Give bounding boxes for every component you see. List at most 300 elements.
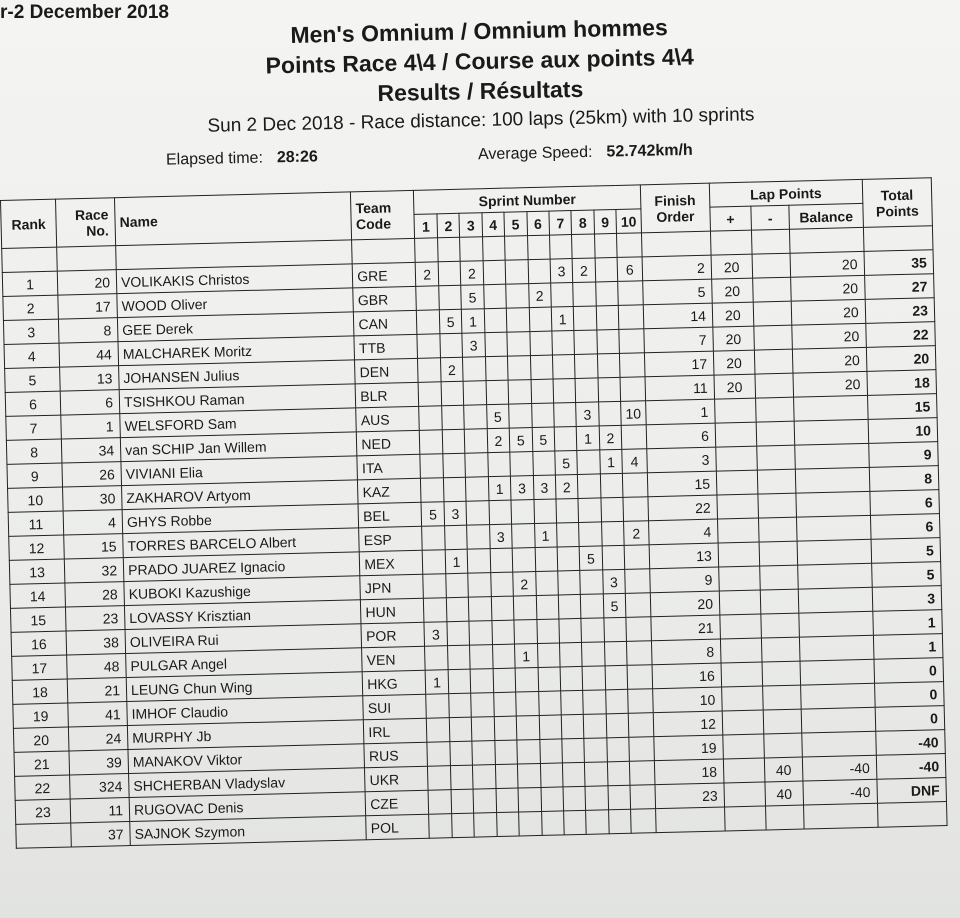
cell-sprint-6 bbox=[541, 787, 564, 812]
cell-finish-order: 3 bbox=[646, 447, 716, 473]
cell-lap-plus bbox=[723, 758, 764, 783]
cell-sprint-5 bbox=[518, 787, 541, 812]
cell-race-no: 1 bbox=[61, 414, 121, 439]
cell-lap-balance bbox=[797, 515, 871, 541]
cell-sprint-4 bbox=[492, 644, 515, 669]
cell-sprint-5 bbox=[512, 524, 535, 549]
cell-name: VIVIANI Elia bbox=[121, 456, 358, 486]
cell-total-points: 5 bbox=[871, 562, 941, 588]
cell-sprint-7 bbox=[558, 570, 581, 595]
cell-sprint-10 bbox=[630, 785, 655, 810]
cell-sprint-7 bbox=[552, 355, 575, 380]
cell-sprint-8 bbox=[574, 330, 597, 355]
cell-sprint-1 bbox=[429, 814, 452, 839]
cell-name: van SCHIP Jan Willem bbox=[120, 432, 357, 462]
cell-race-no: 28 bbox=[65, 582, 125, 607]
cell-sprint-2 bbox=[450, 765, 473, 790]
cell-lap-minus bbox=[758, 493, 797, 518]
cell-rank: 8 bbox=[6, 439, 62, 464]
col-sprint-number: Sprint Number bbox=[414, 185, 641, 215]
cell-race-no: 21 bbox=[67, 678, 127, 703]
title-results: Results / Résultats bbox=[377, 75, 584, 107]
cell-name: PRADO JUAREZ Ignacio bbox=[123, 552, 360, 582]
cell-lap-minus bbox=[760, 613, 799, 638]
cell-lap-minus bbox=[752, 277, 791, 302]
cell-sprint-4 bbox=[485, 332, 508, 357]
cell-rank: 19 bbox=[13, 703, 69, 728]
cell-team: JPN bbox=[360, 574, 424, 600]
cell-sprint-1 bbox=[425, 646, 448, 671]
cell-finish-order: 10 bbox=[652, 687, 722, 713]
cell-sprint-5 bbox=[508, 380, 531, 405]
cell-race-no: 324 bbox=[70, 774, 130, 799]
cell-race-no: 8 bbox=[58, 318, 118, 343]
cell-sprint-1: 1 bbox=[426, 670, 449, 695]
cell-sprint-2: 3 bbox=[444, 501, 467, 526]
cell-sprint-10 bbox=[631, 809, 656, 834]
cell-race-no: 37 bbox=[71, 822, 131, 847]
cell-lap-balance bbox=[799, 587, 873, 613]
cell-total-points: 3 bbox=[872, 586, 942, 612]
cell-lap-minus bbox=[752, 253, 791, 278]
cell-race-no: 23 bbox=[65, 606, 125, 631]
cell-sprint-2 bbox=[451, 789, 474, 814]
elapsed-label: Elapsed time: bbox=[165, 149, 264, 169]
cell-sprint-7 bbox=[559, 618, 582, 643]
cell-sprint-4 bbox=[493, 668, 516, 693]
cell-sprint-8 bbox=[579, 522, 602, 547]
cell-sprint-7 bbox=[562, 762, 585, 787]
cell-sprint-6: 3 bbox=[533, 475, 556, 500]
cell-name: SAJNOK Szymon bbox=[130, 816, 367, 846]
cell-lap-minus bbox=[758, 517, 797, 542]
cell-rank: 16 bbox=[11, 631, 67, 656]
cell-lap-balance: -40 bbox=[803, 779, 877, 805]
cell-sprint-4 bbox=[490, 572, 513, 597]
cell-sprint-3: 2 bbox=[460, 261, 483, 286]
cell-sprint-6 bbox=[531, 403, 554, 428]
cell-rank: 11 bbox=[8, 511, 64, 536]
cell-sprint-9 bbox=[608, 809, 631, 834]
cell-sprint-1 bbox=[427, 718, 450, 743]
cell-sprint-2 bbox=[442, 405, 465, 430]
cell-lap-plus bbox=[714, 398, 755, 423]
cell-team: NED bbox=[357, 430, 421, 456]
cell-sprint-6 bbox=[533, 499, 556, 524]
cell-total-points: 5 bbox=[871, 538, 941, 564]
col-sprint-1: 1 bbox=[414, 214, 437, 239]
cell-sprint-3 bbox=[465, 453, 488, 478]
cell-sprint-4 bbox=[488, 452, 511, 477]
cell-sprint-10 bbox=[627, 665, 652, 690]
cell-lap-plus bbox=[724, 782, 765, 807]
cell-finish-order: 21 bbox=[651, 615, 721, 641]
cell-sprint-4 bbox=[489, 500, 512, 525]
cell-sprint-2: 5 bbox=[439, 309, 462, 334]
results-table-wrap bbox=[0, 177, 960, 849]
cell-sprint-8 bbox=[580, 570, 603, 595]
cell-name: LEUNG Chun Wing bbox=[126, 672, 363, 702]
cell-team: VEN bbox=[362, 646, 426, 672]
cell-sprint-6 bbox=[536, 619, 559, 644]
cell-sprint-1 bbox=[424, 598, 447, 623]
cell-lap-plus bbox=[723, 734, 764, 759]
cell-sprint-3 bbox=[463, 381, 486, 406]
cell-sprint-7: 3 bbox=[550, 259, 573, 284]
cell-finish-order: 23 bbox=[655, 783, 725, 809]
cell-sprint-9 bbox=[604, 617, 627, 642]
cell-lap-balance: 20 bbox=[793, 371, 867, 397]
cell-rank: 3 bbox=[3, 319, 59, 344]
cell-total-points: 0 bbox=[874, 658, 944, 684]
cell-sprint-6 bbox=[531, 379, 554, 404]
col-sprint-9: 9 bbox=[594, 209, 617, 234]
cell-sprint-7 bbox=[556, 522, 579, 547]
cell-sprint-6 bbox=[540, 763, 563, 788]
cell-sprint-5 bbox=[509, 404, 532, 429]
cell-total-points: 35 bbox=[864, 250, 934, 276]
cell-lap-balance: 20 bbox=[791, 275, 865, 301]
cell-sprint-10 bbox=[630, 761, 655, 786]
cell-sprint-8 bbox=[584, 714, 607, 739]
cell-lap-plus bbox=[722, 686, 763, 711]
cell-sprint-9 bbox=[605, 689, 628, 714]
cell-total-points: 0 bbox=[874, 682, 944, 708]
cell-sprint-4: 1 bbox=[488, 476, 511, 501]
cell-lap-minus bbox=[756, 445, 795, 470]
cell-sprint-5 bbox=[505, 260, 528, 285]
cell-race-no: 41 bbox=[68, 702, 128, 727]
cell-lap-plus bbox=[715, 422, 756, 447]
cell-sprint-4 bbox=[491, 596, 514, 621]
cell-team: HKG bbox=[362, 670, 426, 696]
cell-finish-order: 14 bbox=[643, 303, 713, 329]
cell-sprint-5: 1 bbox=[515, 644, 538, 669]
title-event: Men's Omnium / Omnium hommes bbox=[290, 14, 668, 48]
cell-sprint-10 bbox=[620, 353, 645, 378]
cell-sprint-7 bbox=[554, 402, 577, 427]
cell-sprint-4 bbox=[485, 356, 508, 381]
cell-sprint-7 bbox=[554, 426, 577, 451]
cell-team: ITA bbox=[357, 454, 421, 480]
cell-team: POR bbox=[361, 622, 425, 648]
cell-sprint-1 bbox=[428, 766, 451, 791]
cell-finish-order: 6 bbox=[646, 423, 716, 449]
cell-sprint-8 bbox=[577, 450, 600, 475]
cell-sprint-4 bbox=[494, 716, 517, 741]
col-sprint-10: 10 bbox=[616, 209, 641, 234]
cell-finish-order: 13 bbox=[649, 543, 719, 569]
cell-sprint-1 bbox=[419, 406, 442, 431]
cell-sprint-2 bbox=[440, 333, 463, 358]
cell-name: GEE Derek bbox=[117, 312, 354, 342]
cell-sprint-4 bbox=[495, 764, 518, 789]
cell-rank: 2 bbox=[3, 295, 59, 320]
col-total-points: Total Points bbox=[862, 178, 932, 228]
cell-finish-order: 5 bbox=[642, 279, 712, 305]
cell-sprint-6 bbox=[535, 547, 558, 572]
cell-sprint-6 bbox=[539, 739, 562, 764]
cell-total-points: 1 bbox=[872, 610, 942, 636]
cell-sprint-3 bbox=[463, 357, 486, 382]
cell-sprint-7 bbox=[561, 690, 584, 715]
cell-sprint-1 bbox=[420, 454, 443, 479]
cell-sprint-5 bbox=[518, 763, 541, 788]
cell-sprint-5 bbox=[516, 691, 539, 716]
cell-lap-minus bbox=[763, 709, 802, 734]
cell-sprint-2 bbox=[441, 381, 464, 406]
cell-lap-balance bbox=[796, 491, 870, 517]
cell-sprint-5 bbox=[517, 739, 540, 764]
cell-lap-minus bbox=[755, 397, 794, 422]
cell-sprint-7: 1 bbox=[551, 307, 574, 332]
cell-sprint-7 bbox=[559, 642, 582, 667]
cell-sprint-1: 2 bbox=[416, 262, 439, 287]
cell-sprint-4: 5 bbox=[486, 404, 509, 429]
cell-sprint-9 bbox=[595, 281, 618, 306]
cell-sprint-4 bbox=[495, 740, 518, 765]
cell-sprint-7 bbox=[564, 810, 587, 835]
cell-sprint-9 bbox=[597, 329, 620, 354]
cell-finish-order: 8 bbox=[651, 639, 721, 665]
cell-sprint-2 bbox=[444, 525, 467, 550]
cell-sprint-7: 5 bbox=[555, 450, 578, 475]
col-name: Name bbox=[115, 192, 352, 246]
cell-race-no: 20 bbox=[57, 270, 117, 295]
cell-race-no: 11 bbox=[70, 798, 130, 823]
cell-finish-order: 9 bbox=[649, 567, 719, 593]
cell-name: GHYS Robbe bbox=[122, 504, 359, 534]
cell-sprint-7 bbox=[558, 594, 581, 619]
cell-sprint-7 bbox=[561, 714, 584, 739]
cell-lap-plus bbox=[722, 710, 763, 735]
cell-sprint-10 bbox=[625, 569, 650, 594]
cell-sprint-7 bbox=[556, 498, 579, 523]
cell-sprint-5 bbox=[515, 668, 538, 693]
cell-finish-order: 1 bbox=[645, 399, 715, 425]
cell-sprint-2 bbox=[442, 429, 465, 454]
cell-total-points: 0 bbox=[875, 706, 945, 732]
cell-total-points: 6 bbox=[870, 514, 940, 540]
cell-sprint-9 bbox=[605, 665, 628, 690]
cell-lap-balance bbox=[799, 611, 873, 637]
elapsed-value: 28:26 bbox=[276, 148, 319, 167]
cell-lap-plus bbox=[724, 806, 765, 831]
cell-race-no: 24 bbox=[68, 726, 128, 751]
cell-sprint-10: 4 bbox=[622, 449, 647, 474]
cell-sprint-5 bbox=[511, 500, 534, 525]
cell-rank: 23 bbox=[15, 799, 71, 824]
cell-team: AUS bbox=[356, 406, 420, 432]
cell-finish-order: 16 bbox=[652, 663, 722, 689]
col-sprint-4: 4 bbox=[482, 212, 505, 237]
cell-race-no: 38 bbox=[66, 630, 126, 655]
cell-sprint-8 bbox=[581, 618, 604, 643]
cell-sprint-8 bbox=[574, 306, 597, 331]
col-lap-plus: + bbox=[710, 206, 751, 231]
cell-sprint-10: 2 bbox=[624, 521, 649, 546]
cell-finish-order: 2 bbox=[642, 255, 712, 281]
results-table bbox=[0, 177, 948, 849]
cell-sprint-3 bbox=[467, 525, 490, 550]
cell-sprint-8: 5 bbox=[579, 546, 602, 571]
cell-total-points: 6 bbox=[870, 490, 940, 516]
cell-lap-minus bbox=[755, 373, 794, 398]
cell-race-no: 13 bbox=[60, 366, 120, 391]
cell-sprint-8 bbox=[586, 810, 609, 835]
cell-race-no: 39 bbox=[69, 750, 129, 775]
cell-sprint-5 bbox=[514, 620, 537, 645]
cell-name: TORRES BARCELO Albert bbox=[123, 528, 360, 558]
cell-total-points bbox=[877, 802, 947, 828]
cell-sprint-3 bbox=[472, 717, 495, 742]
cell-sprint-9 bbox=[607, 761, 630, 786]
cell-sprint-9 bbox=[597, 353, 620, 378]
cell-sprint-8 bbox=[575, 354, 598, 379]
cell-team: UKR bbox=[365, 766, 429, 792]
title-race: Points Race 4\4 / Course aux points 4\4 bbox=[265, 43, 695, 79]
title-block bbox=[129, 9, 831, 142]
cell-sprint-9: 5 bbox=[603, 593, 626, 618]
cell-sprint-2 bbox=[450, 741, 473, 766]
cell-sprint-8 bbox=[578, 474, 601, 499]
cell-sprint-9 bbox=[596, 305, 619, 330]
cell-team: RUS bbox=[364, 742, 428, 768]
cell-rank: 5 bbox=[5, 367, 61, 392]
cell-lap-plus bbox=[718, 542, 759, 567]
cell-sprint-5 bbox=[510, 452, 533, 477]
cell-finish-order: 18 bbox=[654, 759, 724, 785]
cell-sprint-1 bbox=[420, 430, 443, 455]
cell-sprint-2 bbox=[452, 813, 475, 838]
cell-name: RUGOVAC Denis bbox=[129, 792, 366, 822]
cell-finish-order: 7 bbox=[644, 327, 714, 353]
cell-sprint-4 bbox=[493, 692, 516, 717]
cell-sprint-1 bbox=[418, 358, 441, 383]
cell-sprint-1 bbox=[419, 382, 442, 407]
cell-lap-plus: 20 bbox=[712, 302, 753, 327]
cell-race-no: 48 bbox=[67, 654, 127, 679]
cell-lap-balance bbox=[802, 707, 876, 733]
cell-sprint-8: 3 bbox=[576, 402, 599, 427]
cell-sprint-3 bbox=[473, 765, 496, 790]
cell-finish-order: 12 bbox=[653, 711, 723, 737]
cell-name: IMHOF Claudio bbox=[127, 696, 364, 726]
header-date: r-2 December 2018 bbox=[0, 2, 169, 23]
cell-rank: 10 bbox=[8, 487, 64, 512]
cell-lap-balance: 20 bbox=[793, 347, 867, 373]
cell-sprint-2 bbox=[439, 285, 462, 310]
cell-team: HUN bbox=[361, 598, 425, 624]
cell-rank: 15 bbox=[10, 607, 66, 632]
cell-sprint-7 bbox=[560, 666, 583, 691]
cell-sprint-2 bbox=[449, 717, 472, 742]
cell-sprint-10 bbox=[621, 425, 646, 450]
cell-sprint-6 bbox=[535, 571, 558, 596]
cell-lap-balance bbox=[794, 395, 868, 421]
cell-sprint-1 bbox=[421, 478, 444, 503]
cell-sprint-8 bbox=[585, 786, 608, 811]
cell-sprint-8 bbox=[578, 498, 601, 523]
cell-lap-plus bbox=[717, 494, 758, 519]
cell-name: WOOD Oliver bbox=[117, 288, 354, 318]
cell-sprint-3 bbox=[465, 429, 488, 454]
cell-sprint-9 bbox=[601, 497, 624, 522]
cell-finish-order: 22 bbox=[648, 495, 718, 521]
cell-rank: 17 bbox=[12, 655, 68, 680]
cell-lap-plus: 20 bbox=[711, 254, 752, 279]
cell-sprint-3 bbox=[469, 597, 492, 622]
cell-sprint-2 bbox=[449, 693, 472, 718]
cell-sprint-5: 2 bbox=[513, 572, 536, 597]
col-sprint-8: 8 bbox=[571, 210, 594, 235]
cell-sprint-9 bbox=[595, 257, 618, 282]
cell-total-points: 27 bbox=[864, 274, 934, 300]
cell-team: GRE bbox=[352, 262, 416, 288]
cell-sprint-9 bbox=[598, 401, 621, 426]
cell-sprint-9 bbox=[598, 377, 621, 402]
cell-lap-minus bbox=[754, 349, 793, 374]
cell-sprint-3 bbox=[472, 741, 495, 766]
cell-lap-balance bbox=[794, 419, 868, 445]
cell-sprint-6 bbox=[539, 715, 562, 740]
cell-race-no: 32 bbox=[64, 558, 124, 583]
cell-sprint-5 bbox=[506, 308, 529, 333]
cell-name: OLIVEIRA Rui bbox=[125, 624, 362, 654]
cell-team: POL bbox=[366, 814, 430, 840]
cell-sprint-4 bbox=[492, 620, 515, 645]
cell-team: KAZ bbox=[358, 478, 422, 504]
cell-sprint-7 bbox=[563, 786, 586, 811]
cell-sprint-2 bbox=[447, 645, 470, 670]
results-body bbox=[2, 250, 947, 849]
cell-team: BEL bbox=[358, 502, 422, 528]
cell-lap-plus bbox=[719, 566, 760, 591]
cell-sprint-8 bbox=[581, 594, 604, 619]
cell-race-no: 6 bbox=[60, 390, 120, 415]
cell-sprint-1 bbox=[429, 790, 452, 815]
elapsed-time bbox=[166, 148, 318, 169]
cell-sprint-5 bbox=[508, 356, 531, 381]
cell-name: VOLIKAKIS Christos bbox=[116, 264, 353, 294]
cell-team: IRL bbox=[364, 718, 428, 744]
cell-sprint-3: 1 bbox=[462, 309, 485, 334]
cell-rank: 18 bbox=[12, 679, 68, 704]
cell-sprint-1 bbox=[417, 310, 440, 335]
cell-name: TSISHKOU Raman bbox=[119, 384, 356, 414]
cell-sprint-10: 6 bbox=[617, 257, 642, 282]
cell-team: CZE bbox=[365, 790, 429, 816]
cell-sprint-6 bbox=[536, 595, 559, 620]
cell-lap-balance: 20 bbox=[792, 323, 866, 349]
cell-sprint-3 bbox=[470, 669, 493, 694]
cell-sprint-8: 2 bbox=[572, 258, 595, 283]
cell-sprint-5 bbox=[516, 715, 539, 740]
cell-sprint-6 bbox=[529, 331, 552, 356]
cell-sprint-6: 2 bbox=[528, 283, 551, 308]
cell-race-no: 4 bbox=[63, 510, 123, 535]
cell-rank: 6 bbox=[5, 391, 61, 416]
cell-sprint-4 bbox=[496, 788, 519, 813]
cell-sprint-2 bbox=[448, 669, 471, 694]
cell-sprint-2 bbox=[443, 477, 466, 502]
cell-lap-balance bbox=[796, 467, 870, 493]
cell-sprint-10 bbox=[619, 329, 644, 354]
col-sprint-2: 2 bbox=[437, 213, 460, 238]
cell-sprint-5 bbox=[506, 284, 529, 309]
cell-sprint-9 bbox=[606, 713, 629, 738]
col-sprint-3: 3 bbox=[459, 213, 482, 238]
